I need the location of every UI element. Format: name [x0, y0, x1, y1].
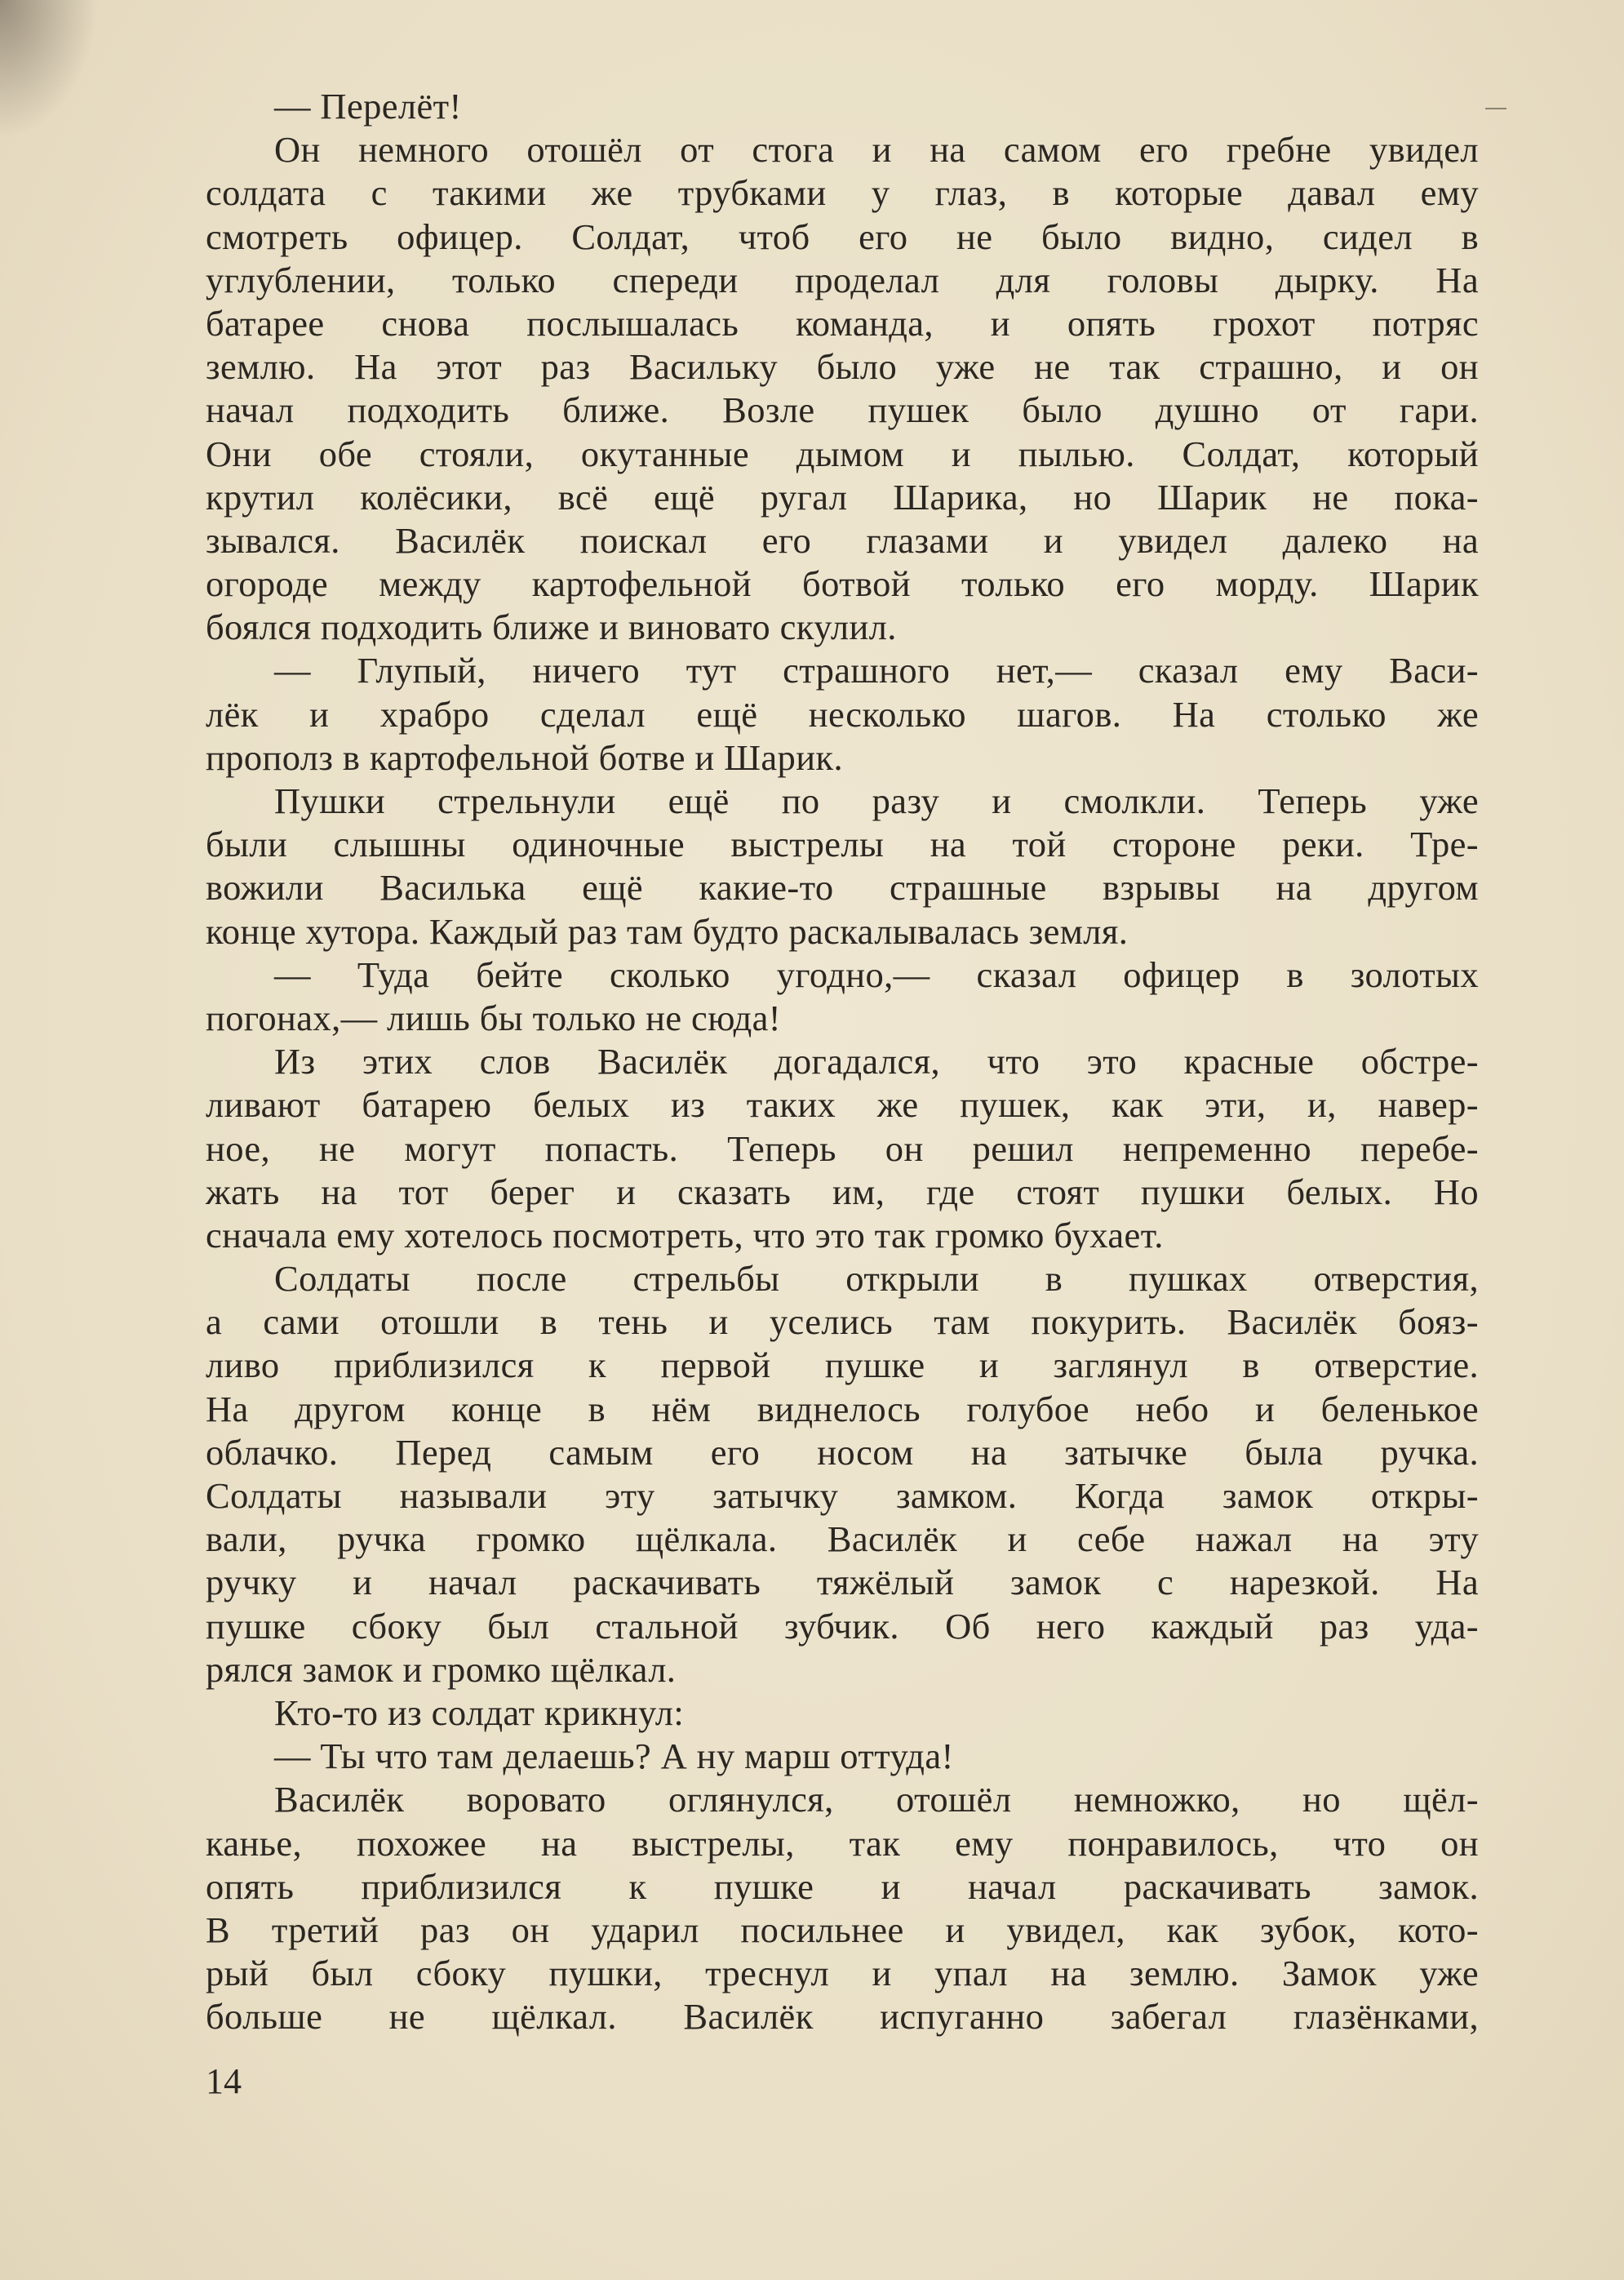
text-line: Из этих слов Василёк догадался, что это красные обстре- [274, 1041, 1479, 1082]
text-line: вали, ручка громко щёлкала. Василёк и себе нажал на эту [206, 1518, 1479, 1560]
text-line: В третий раз он ударил посильнее и увидел, как зубок, кото- [206, 1909, 1479, 1950]
text-line: больше не щёлкал. Василёк испуганно забегал глазёнками, [206, 1996, 1479, 2038]
text-line: рялся замок и громко щёлкал. [206, 1648, 677, 1690]
text-line: а сами отошли в тень и уселись там покурить. Василёк бояз- [206, 1301, 1479, 1343]
text-line: На другом конце в нём виднелось голубое небо и беленькое [206, 1388, 1479, 1429]
text-line: Они обе стояли, окутанные дымом и пылью. Солдат, который [206, 433, 1479, 474]
text-line: Кто-то из солдат крикнул: [274, 1691, 685, 1733]
text-line: смотреть офицер. Солдат, чтоб его не было видно, сидел в [206, 216, 1479, 257]
text-line: ручку и начал раскачивать тяжёлый замок с нарезкой. На [206, 1562, 1479, 1603]
text-line: углублении, только спереди проделал для головы дырку. На [206, 259, 1479, 300]
text-line: Он немного отошёл от стога и на самом его гребне увидел [274, 129, 1479, 171]
margin-mark [1485, 108, 1506, 109]
text-line: землю. На этот раз Васильку было уже не так страшно, и он [206, 346, 1479, 388]
text-line: — Туда бейте сколько угодно,— сказал офицер в золотых [274, 953, 1479, 995]
text-line: Солдаты после стрельбы открыли в пушках отверстия, [274, 1258, 1479, 1300]
text-line: крутил колёсики, всё ещё ругал Шарика, но Шарик не пока- [206, 476, 1479, 518]
page-number: 14 [206, 2061, 242, 2101]
text-line: ное, не могут попасть. Теперь он решил непременно перебе- [206, 1127, 1479, 1169]
text-line: боялся подходить ближе и виновато скулил. [206, 607, 897, 648]
text-line: — Ты что там делаешь? А ну марш оттуда! [274, 1736, 954, 1777]
text-line: рый был сбоку пушки, треснул и упал на землю. Замок уже [206, 1953, 1479, 1994]
text-line: ливают батарею белых из таких же пушек, как эти, и, навер- [206, 1084, 1479, 1126]
text-line: солдата с такими же трубками у глаз, в которые давал ему [206, 172, 1479, 214]
text-line: начал подходить ближе. Возле пушек было душно от гари. [206, 389, 1479, 431]
body-text [206, 85, 1479, 2038]
text-line: сначала ему хотелось посмотреть, что это так громко бухает. [206, 1214, 1164, 1256]
text-line: канье, похожее на выстрелы, так ему понравилось, что он [206, 1822, 1479, 1864]
text-line: жать на тот берег и сказать им, где стоят пушки белых. Но [206, 1171, 1479, 1212]
text-line: — Перелёт! [274, 86, 462, 127]
text-line: батарее снова послышалась команда, и опять грохот потряс [206, 302, 1479, 344]
text-line: конце хутора. Каждый раз там будто раскалывалась земля. [206, 910, 1129, 952]
text-line: — Глупый, ничего тут страшного нет,— сказал ему Васи- [274, 650, 1479, 691]
text-line: облачко. Перед самым его носом на затычке была ручка. [206, 1431, 1479, 1473]
text-line: зывался. Василёк поискал его глазами и увидел далеко на [206, 519, 1479, 561]
text-line: прополз в картофельной ботве и Шарик. [206, 736, 843, 778]
text-line: пушке сбоку был стальной зубчик. Об него каждый раз уда- [206, 1605, 1479, 1647]
text-line: ливо приблизился к первой пушке и заглянул в отверстие. [206, 1344, 1479, 1386]
text-line: погонах,— лишь бы только не сюда! [206, 997, 781, 1038]
text-line: Пушки стрельнули ещё по разу и смолкли. Теперь уже [274, 780, 1479, 821]
text-line: лёк и храбро сделал ещё несколько шагов. На столько же [206, 693, 1479, 735]
text-line: Василёк воровато оглянулся, отошёл немножко, но щёл- [274, 1779, 1479, 1820]
text-line: Солдаты называли эту затычку замком. Когда замок откры- [206, 1475, 1479, 1516]
text-line: огороде между картофельной ботвой только его морду. Шарик [206, 563, 1479, 605]
text-line: вожили Василька ещё какие-то страшные взрывы на другом [206, 867, 1479, 909]
text-line: были слышны одиночные выстрелы на той стороне реки. Тре- [206, 824, 1479, 865]
text-line: опять приблизился к пушке и начал раскачивать замок. [206, 1865, 1479, 1907]
